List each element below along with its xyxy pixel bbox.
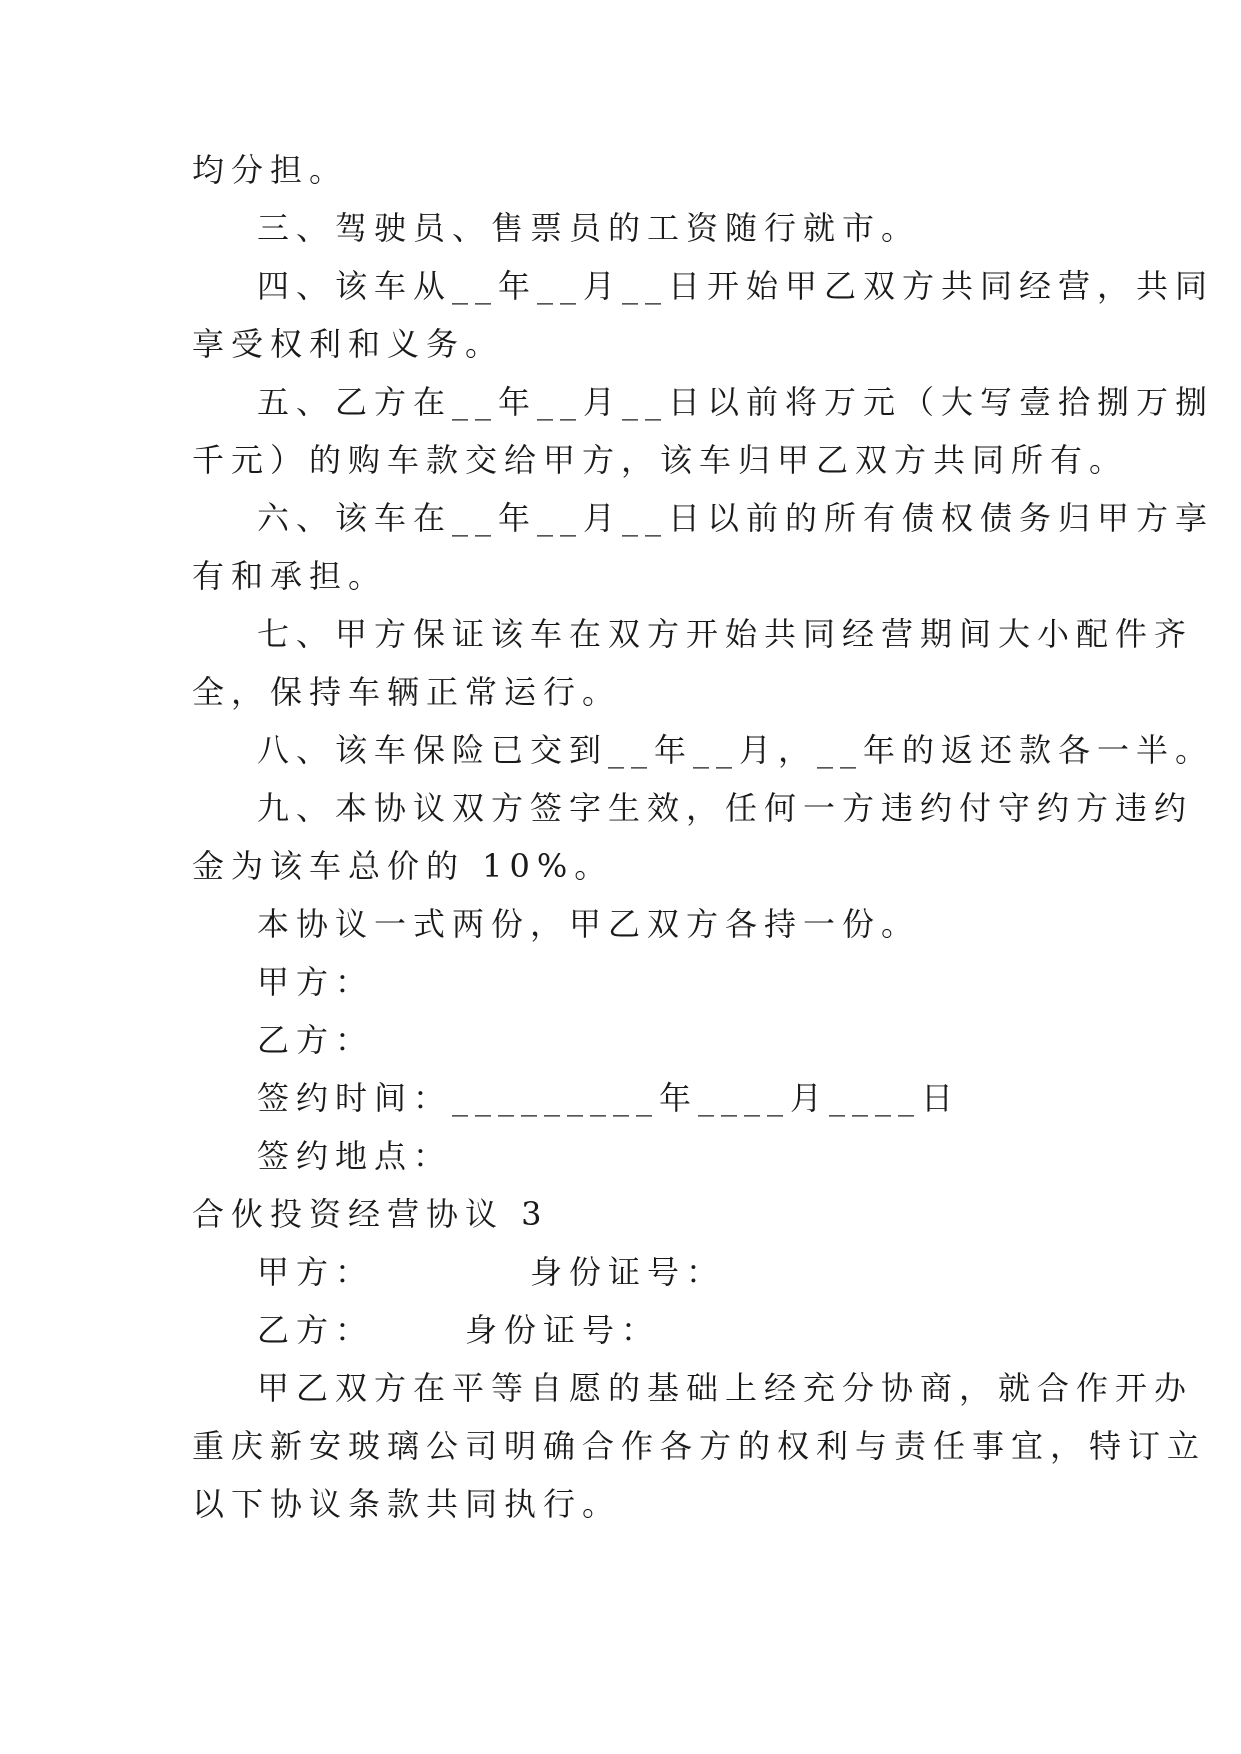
party-b-label: 乙方：: [257, 1311, 375, 1349]
party-a-label: 甲方：: [257, 963, 375, 1001]
paragraph-line: 以下协议条款共同执行。: [192, 1485, 622, 1523]
signing-place-line: 签约地点：: [257, 1137, 453, 1175]
paragraph-line: 享受权利和义务。: [192, 325, 505, 363]
paragraph-line: 六、该车在__年__月__日以前的所有债权债务归甲方享: [257, 499, 1215, 537]
paragraph-line: 有和承担。: [192, 557, 388, 595]
party-a-label: 甲方：: [257, 1253, 375, 1291]
party-a-id-label: 身份证号：: [530, 1253, 726, 1291]
paragraph-line: 四、该车从__年__月__日开始甲乙双方共同经营，共同: [257, 267, 1215, 305]
paragraph-line: 重庆新安玻璃公司明确合作各方的权利与责任事宜，特订立: [192, 1427, 1207, 1465]
party-b-id-label: 身份证号：: [465, 1311, 661, 1349]
paragraph-line: 八、该车保险已交到__年__月，__年的返还款各一半。: [257, 731, 1215, 769]
paragraph-line: 全，保持车辆正常运行。: [192, 673, 622, 711]
paragraph-line: 千元）的购车款交给甲方，该车归甲乙双方共同所有。: [192, 441, 1129, 479]
paragraph-line: 三、驾驶员、售票员的工资随行就市。: [257, 209, 921, 247]
paragraph-line: 甲乙双方在平等自愿的基础上经充分协商，就合作开办: [257, 1369, 1194, 1407]
paragraph-line: 五、乙方在__年__月__日以前将万元（大写壹拾捌万捌: [257, 383, 1215, 421]
paragraph-line: 均分担。: [192, 151, 349, 189]
signing-date-line: 签约时间：_________年____月____日: [257, 1079, 961, 1117]
paragraph-line: 九、本协议双方签字生效，任何一方违约付守约方违约: [257, 789, 1194, 827]
party-b-label: 乙方：: [257, 1021, 375, 1059]
section-title: 合伙投资经营协议 3: [192, 1195, 549, 1233]
paragraph-line: 金为该车总价的 10%。: [192, 847, 614, 885]
paragraph-line: 本协议一式两份，甲乙双方各持一份。: [257, 905, 921, 943]
paragraph-line: 七、甲方保证该车在双方开始共同经营期间大小配件齐: [257, 615, 1194, 653]
